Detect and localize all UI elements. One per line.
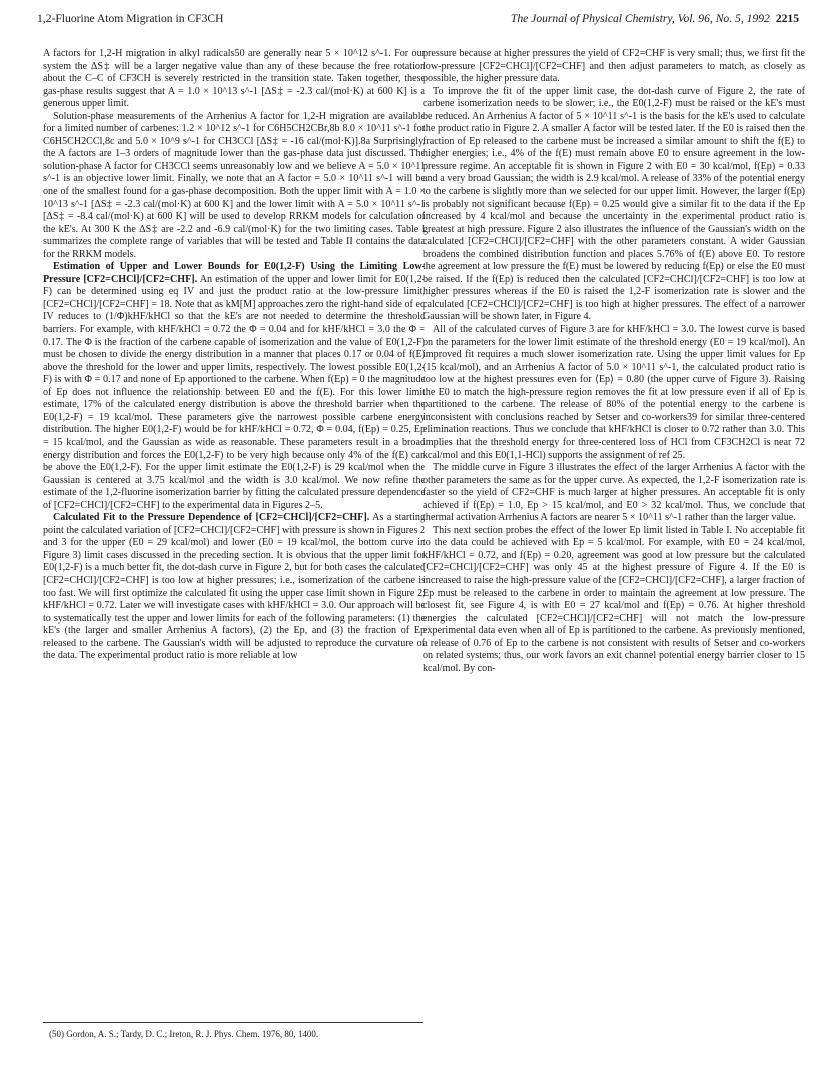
header-article-title: 1,2-Fluorine Atom Migration in CF3CH: [37, 12, 224, 25]
paragraph: A factors for 1,2-H migration in alkyl radicals50 are generally near 5 × 10^12 s^-1. For our system the ΔS‡ will be a larger negative value than any of these because the free rotation about the C–C of CF3CH is severely restricted in the transition state. Taken together, these gas-phase results suggest that A = 1.0 × 10^13 s^-1 [ΔS‡ = -2.3 cal/(mol·K) at 600 K] is a generous upper limit.: [43, 48, 425, 110]
footnote-area: [43, 1022, 423, 1040]
page-number: 2215: [775, 12, 799, 25]
left-column: [43, 48, 425, 663]
paragraph-body: An estimation of the upper and lower limit for E0(1,2-F) can be determined using eq IV and just the product ratio at the low-pressure limit, [CF2=CHCl]/[CF2=CHF] = 18. Note that as kM[M] approaches zero the right-hand side of eq IV reduces to (1/Φ)kHF/kHCl so that the kE's are not needed to determine the threshold barriers. For example, with kHF/kHCl = 0.72 the Φ = 0.04 and for kHF/kHCl = 3.0 the Φ = 0.17. The Φ is the fraction of the carbene capable of isomerization and the value of E0(1,2-F) must be chosen to divide the energy distribution in a manner that places 0.17 or 0.04 of f(E) above the threshold for the lower and upper limits, respectively. The lowest possible E0(1,2-F) is with Φ = 0.17 and none of Ep apportioned to the carbene. When f(Ep) = 0 the magnitude of Ep does not influence the relationship between E0 and the f(E). For this lower limit estimate, 17% of the calculated energy distribution is above the threshold barrier when the E0(1,2-F) = 19 kcal/mol. These parameters give the narrowest possible carbene energy distribution. The higher E0(1,2-F) would be for kHF/kHCl = 0.72, Φ = 0.04, f(Ep) = 0.25, Ep = 15 kcal/mol, and the Gaussian as wide as reasonable. These parameters result in a broad energy distribution and forces the E0(1,2-F) to be very high because only 4% of the f(E) can be above the E0(1,2-F). For the upper limit estimate the E0(1,2-F) is 29 kcal/mol when the Gaussian is centered at 3.75 kcal/mol and the width is 3.0 kcal/mol. We now refine the estimate of the 1,2-fluorine isomerization barrier by fitting the calculated pressure dependence of [CF2=CHCl]/[CF2=CHF] to the experimental data in Figures 2–5.: [43, 273, 425, 511]
paragraph: To improve the fit of the upper limit case, the dot-dash curve of Figure 2, the rate of carbene isomerization needs to be slower; i.e., the E0(1,2-F) must be raised or the kE's must be reduced. An Arrhenius A factor of 5 × 10^11 s^-1 is the basis for the kE's used to calculate the product ratio in Figure 2. A smaller A factor will be tested later. If the E0 is raised then the fraction of Ep released to the carbene must be increased a similar amount to shift the f(E) to higher energies; i.e., 4% of the f(E) must remain above E0 to ensure agreement in the low-pressure regime. An acceptable fit is shown in Figure 2 with E0 = 30 kcal/mol, f(Ep) = 0.33 and a very broad Gaussian; the width is 2.9 kcal/mol. A release of 33% of the potential energy to the carbene is slightly more than we selected for our upper limit. However, the larger f(Ep) is probably not significant because f(Ep) = 0.25 would give a similar fit to the data if the Ep increased by 4 kcal/mol and because the uncertainty in the experimental product ratio is greatest at high pressure. Figure 2 also illustrates the influence of the Gaussian's width on the calculated [CF2=CHCl]/[CF2=CHF] with the other parameters constant. A wider Gaussian broadens the combined distribution function and places 5.76% of f(E) above E0. To restore the agreement at low pressure the f(E) must be lowered by reducing f(Ep) or else the E0 must be raised. If the f(Ep) is reduced then the calculated [CF2=CHCl]/[CF2=CHF] is too low at higher pressures whereas if the E0 is raised the 1,2-F isomerization rate is slower and the calculated [CF2=CHCl]/[CF2=CHF] is too high at higher pressures. The effect of a narrower Gaussian will be shown later, in Figure 4.: [423, 85, 805, 323]
header-journal-citation: [511, 12, 799, 25]
paragraph: [43, 512, 425, 663]
paragraph-body: As a starting point the calculated variation of [CF2=CHCl]/[CF2=CHF] with pressure is shown in Figures 2 and 3 for the upper (E0 = 29 kcal/mol) and lower (E0 = 19 kcal/mol, the bottom curve in Figure 3) limit cases discussed in the preceding section. It is obvious that the upper limit for E0(1,2-F) is a much better fit, the dot-dash curve in Figure 2, but for both cases the calculated [CF2=CHCl]/[CF2=CHF] is too low at higher pressures; i.e., isomerization of the carbene is too fast. We will first optimize the calculated fit using the upper case limit shown in Figure 2; kHF/kHCl = 0.72. Later we will investigate cases with kHF/kHCl = 3.0. Our approach will be to systematically test the upper and lower limits for each of the following parameters: (1) the kE's (the larger and smaller Arrhenius A factors), (2) the Ep, and (3) the fraction of Ep released to the carbene. The Gaussian's width will be adjusted to reproduce the curvature of the data. The experimental product ratio is more reliable at low: [43, 512, 426, 662]
footnote-50: (50) Gordon, A. S.; Tardy, D. C.; Ireton, R. J. Phys. Chem. 1976, 80, 1400.: [49, 1029, 319, 1039]
paragraph: pressure because at higher pressures the yield of CF2=CHF is very small; thus, we first fit the low-pressure [CF2=CHCl]/[CF2=CHF] and then adjust parameters to match, as closely as possible, the higher pressure data.: [423, 48, 805, 85]
section-heading: Calculated Fit to the Pressure Dependence of [CF2=CHCl]/[CF2=CHF].: [53, 512, 370, 524]
right-column: [423, 48, 805, 675]
paragraph: [43, 261, 425, 512]
journal-name: The Journal of Physical Chemistry, Vol. 96, No. 5, 1992: [510, 12, 770, 25]
paragraph: The middle curve in Figure 3 illustrates the effect of the larger Arrhenius A factor with the other parameters the same as for the upper curve. As expected, the 1,2-F isomerization rate is faster so the yield of CF2=CHF is much larger at higher pressures. An acceptable fit is only achieved if f(Ep) = 1.0, Ep > 15 kcal/mol, and E0 > 32 kcal/mol. Thus, we conclude that thermal activation Arrhenius A factors are nearer 5 × 10^11 s^-1 rather than the larger value.: [423, 462, 805, 524]
paragraph: Solution-phase measurements of the Arrhenius A factor for 1,2-H migration are available for a limited number of carbenes: 1.2 × 10^12 s^-1 for C6H5CH2CBr,8b 8.0 × 10^11 s^-1 for C6H5CH2CCl,8c and 5.0 × 10^9 s^-1 for CH3CCl [ΔS‡ = -16 cal/(mol·K)].8a Surprisingly, the A factors are 1–3 orders of magnitude lower than the gas-phase data just discussed. The solution-phase A factor for CH3CCl seems unreasonably low and we believe A = 5.0 × 10^11 s^-1 is an objective lower limit. Finally, we note that an A factor = 5.0 × 10^11 s^-1 will be one of the smallest found for a gas-phase decomposition. Both the upper limit with A = 1.0 × 10^13 s^-1 [ΔS‡ = -2.3 cal/(mol·K) at 600 K] and the lower limit with A = 5.0 × 10^11 s^-1 [ΔS‡ = -8.4 cal/(mol·K) at 600 K] will be used to develop RRKM models for calculation of the kE's. At 300 K the ΔS‡ are -2.2 and -6.9 cal/(mol·K) for the two limiting cases. Table I summarizes the complete range of variables that will be tested and Table II contains the data for the RRKM models.: [43, 110, 425, 260]
section-heading: Estimation of Upper and Lower Bounds for E0(1,2-F) Using the Limiting Low-Pressure [CF2=CHCl]/[CF2=CHF].: [43, 261, 425, 285]
paragraph: This next section probes the effect of the lower Ep limit listed in Table I. No acceptable fit to the data could be achieved with Ep = 5 kcal/mol. For example, with E0 = 24 kcal/mol, kHF/kHCl = 0.72, and f(Ep) = 0.20, agreement was good at low pressure but the calculated [CF2=CHCl]/[CF2=CHF] was only 45 at the highest pressure of Figure 4. If the E0 is increased to raise the high-pressure value of the [CF2=CHCl]/[CF2=CHF], a larger fraction of Ep must be released to the carbene in order to maintain the agreement at low pressure. The closest fit, see Figure 4, is with E0 = 27 kcal/mol and f(Ep) = 0.76. At higher threshold energies the calculated [CF2=CHCl]/[CF2=CHF] will not match the low-pressure experimental data even when all of Ep is partitioned to the carbene. As previously mentioned, a release of 0.76 of Ep to the carbene is not consistent with results of Setser and co-workers on related systems; thus, our work favors an exit channel potential energy barrier closer to 15 kcal/mol. By con-: [423, 524, 805, 674]
paragraph: All of the calculated curves of Figure 3 are for kHF/kHCl = 3.0. The lowest curve is based on the parameters for the lower limit estimate of the threshold energy (E0 = 19 kcal/mol). An improved fit requires a much slower isomerization rate. Using the upper limit values for Ep (15 kcal/mol), and an Arrhenius A factor of 5.0 × 10^11 s^-1, the calculated product ratio is too low at the highest pressures even for ⟨Ep⟩ = 0.80 (the upper curve of Figure 3). Raising the E0 to match the high-pressure region removes the fit at low pressure even if all of Ep is partitioned to the carbene. The release of 80% of the potential energy to the carbene is inconsistent with conclusions reached by Setser and co-workers39 for similar three-centered elimination reactions. Thus we conclude that kHF/kHCl is closer to 0.72 rather than 3.0. This implies that the threshold energy for three-centered loss of HCl from CF3CH2Cl is near 72 kcal/mol and this E0(1,1-HCl) supports the assignment of ref 25.: [423, 324, 805, 461]
running-header: [37, 12, 799, 32]
